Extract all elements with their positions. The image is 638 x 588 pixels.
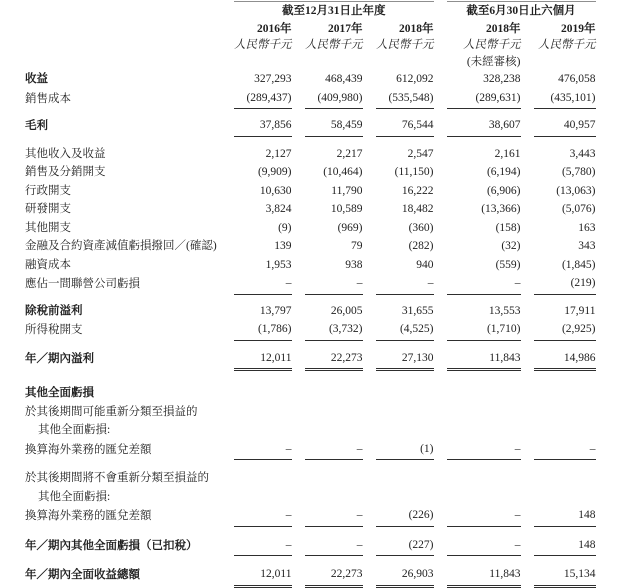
period-group-header-row	[25, 1, 596, 21]
cell	[534, 404, 596, 423]
unit-label: 人民幣千元	[376, 39, 434, 52]
row-label: 毛利	[25, 120, 48, 133]
cell: 148	[534, 507, 596, 527]
cell: (5,076)	[561, 203, 596, 216]
cell: 26,005	[330, 304, 363, 317]
cell: (1,845)	[561, 258, 596, 271]
cell: 22,273	[305, 566, 363, 586]
cell	[447, 422, 521, 441]
row-label: 換算海外業務的匯兌差額	[25, 443, 152, 456]
table-row	[25, 537, 596, 557]
table-row	[25, 117, 596, 137]
spacer-row	[25, 369, 596, 385]
year-header-row	[25, 21, 596, 39]
spacer	[25, 369, 596, 385]
cell: 58,459	[305, 117, 363, 137]
header-spacer	[25, 21, 221, 39]
spacer	[25, 137, 596, 146]
table-row	[25, 350, 596, 370]
cell: 148	[534, 537, 596, 557]
row-label: 年／期內溢利	[25, 352, 94, 365]
row-label: 其他全面虧損:	[38, 490, 111, 503]
table-row	[25, 220, 596, 239]
year-header-2017: 2017年	[328, 22, 363, 35]
table-row	[25, 183, 596, 202]
cell	[534, 489, 596, 508]
row-label: 其他全面虧損	[25, 387, 94, 400]
cell	[376, 470, 434, 489]
row-label: 收益	[25, 73, 48, 86]
cell: (360)	[408, 221, 434, 234]
cell: 18,482	[401, 203, 434, 216]
cell: –	[234, 537, 292, 557]
cell: 17,911	[564, 304, 596, 317]
row-label: 應佔一間聯營公司虧損	[25, 278, 140, 291]
cell: (2,925)	[534, 321, 596, 341]
cell: 139	[274, 240, 292, 253]
spacer	[25, 109, 596, 117]
spacer	[25, 527, 596, 537]
cell: –	[305, 275, 363, 295]
cell	[234, 470, 292, 489]
row-label: 於其後期間可能重新分類至損益的	[25, 405, 198, 418]
cell: –	[447, 537, 521, 557]
row-label: 於其後期間將不會重新分類至損益的	[25, 472, 209, 485]
cell	[305, 422, 363, 441]
cell	[376, 489, 434, 508]
spacer-row	[25, 527, 596, 537]
cell: 328,238	[483, 73, 521, 86]
cell	[305, 489, 363, 508]
cell: –	[305, 507, 363, 527]
row-label: 融資成本	[25, 258, 71, 271]
spacer-row	[25, 556, 596, 566]
row-label: 研發開支	[25, 203, 71, 216]
row-label: 銷售及分銷開支	[25, 166, 106, 179]
cell: (158)	[495, 221, 521, 234]
cell	[447, 470, 521, 489]
unit-label: 人民幣千元	[538, 39, 596, 52]
cell: 76,544	[376, 117, 434, 137]
cell: (282)	[408, 240, 434, 253]
cell: 12,011	[234, 350, 292, 370]
cell: (1,710)	[447, 321, 521, 341]
cell: (10,464)	[323, 166, 363, 179]
cell: 2,127	[265, 147, 292, 160]
cell: (969)	[337, 221, 363, 234]
row-label: 金融及合約資產減值虧損撥回／(確認)	[25, 240, 217, 253]
table-row	[25, 321, 596, 341]
cell: 26,903	[376, 566, 434, 586]
spacer-row	[25, 341, 596, 350]
row-label: 其他收入及收益	[25, 147, 106, 160]
row-label: 銷售成本	[25, 92, 71, 105]
unit-label: 人民幣千元	[234, 39, 292, 52]
income-statement-table	[12, 1, 609, 586]
cell: 27,130	[376, 350, 434, 370]
cell	[234, 489, 292, 508]
cell: 343	[578, 240, 596, 253]
cell: 11,843	[447, 566, 521, 586]
cell: (4,525)	[376, 321, 434, 341]
cell: 10,589	[330, 203, 363, 216]
row-label: 其他全面虧損:	[38, 424, 111, 437]
unit-label: 人民幣千元	[305, 39, 363, 52]
period-group-interim: 截至6月30日止六個月	[447, 1, 596, 21]
cell: (559)	[495, 258, 521, 271]
cell: 163	[578, 221, 596, 234]
row-label: 年／期內其他全面虧損（已扣稅）	[25, 539, 198, 552]
cell	[305, 385, 363, 404]
cell	[447, 489, 521, 508]
table-row	[25, 566, 596, 586]
cell	[234, 404, 292, 423]
cell: –	[376, 275, 434, 295]
row-label: 除稅前溢利	[25, 304, 83, 317]
spacer	[25, 295, 596, 303]
spacer-row	[25, 109, 596, 117]
cell: –	[234, 441, 292, 461]
cell: –	[534, 441, 596, 461]
cell: 938	[345, 258, 363, 271]
cell	[376, 385, 434, 404]
cell: 16,222	[401, 184, 434, 197]
cell	[534, 470, 596, 489]
unaudited-header-row	[25, 55, 596, 72]
year-header-2019: 2019年	[561, 22, 596, 35]
cell: 11,843	[447, 350, 521, 370]
cell: 13,553	[488, 304, 521, 317]
cell: 10,630	[259, 184, 292, 197]
table-row	[25, 404, 596, 423]
cell: 13,797	[259, 304, 292, 317]
spacer-row	[25, 137, 596, 146]
row-label: 換算海外業務的匯兌差額	[25, 510, 152, 523]
unaudited-label: (未經審核)	[466, 55, 521, 68]
period-group-annual: 截至12月31日止年度	[234, 1, 434, 21]
cell	[447, 385, 521, 404]
row-label: 年／期內全面收益總額	[25, 569, 140, 582]
cell: (9)	[278, 221, 292, 234]
table-row	[25, 422, 596, 441]
cell: (11,150)	[394, 166, 434, 179]
cell	[376, 404, 434, 423]
row-label: 其他開支	[25, 221, 71, 234]
cell: 940	[416, 258, 434, 271]
cell: –	[447, 275, 521, 295]
table-row	[25, 257, 596, 276]
spacer	[25, 460, 596, 470]
cell: (3,732)	[305, 321, 363, 341]
cell: 3,443	[569, 147, 596, 160]
header-spacer	[25, 55, 221, 72]
cell: (289,437)	[234, 90, 292, 110]
cell: 2,547	[407, 147, 434, 160]
table-row	[25, 146, 596, 165]
cell: 37,856	[234, 117, 292, 137]
table-row	[25, 470, 596, 489]
cell: (6,194)	[486, 166, 521, 179]
cell: 11,790	[331, 184, 363, 197]
cell	[305, 404, 363, 423]
table-row	[25, 275, 596, 295]
cell: 476,058	[558, 73, 596, 86]
cell: (226)	[376, 507, 434, 527]
row-label: 行政開支	[25, 184, 71, 197]
cell: 14,986	[534, 350, 596, 370]
cell: –	[447, 507, 521, 527]
table-row	[25, 71, 596, 90]
cell: (6,906)	[486, 184, 521, 197]
cell	[534, 422, 596, 441]
table-row	[25, 507, 596, 527]
table-row	[25, 164, 596, 183]
cell	[234, 422, 292, 441]
cell: 12,011	[234, 566, 292, 586]
cell: –	[234, 275, 292, 295]
cell: (227)	[376, 537, 434, 557]
table-row	[25, 489, 596, 508]
unit-header-row	[25, 38, 596, 55]
cell: –	[447, 441, 521, 461]
header-spacer	[25, 38, 221, 55]
cell: 15,134	[534, 566, 596, 586]
table-row	[25, 303, 596, 322]
cell: (219)	[534, 275, 596, 295]
cell: –	[234, 507, 292, 527]
cell: –	[305, 537, 363, 557]
year-header-2018-interim: 2018年	[486, 22, 521, 35]
cell: (1)	[376, 441, 434, 461]
year-header-2018: 2018年	[399, 22, 434, 35]
cell	[305, 470, 363, 489]
cell: (9,909)	[257, 166, 292, 179]
spacer-row	[25, 295, 596, 303]
cell: 1,953	[265, 258, 292, 271]
cell: (5,780)	[561, 166, 596, 179]
cell	[447, 404, 521, 423]
cell	[534, 385, 596, 404]
cell	[376, 422, 434, 441]
table-row	[25, 238, 596, 257]
cell: 22,273	[305, 350, 363, 370]
spacer	[25, 341, 596, 350]
cell: (409,980)	[305, 90, 363, 110]
spacer-row	[25, 460, 596, 470]
table-row	[25, 385, 596, 404]
cell: –	[305, 441, 363, 461]
table-row	[25, 441, 596, 461]
table-row	[25, 90, 596, 110]
cell: 31,655	[401, 304, 434, 317]
cell: 2,161	[494, 147, 521, 160]
cell: 38,607	[447, 117, 521, 137]
cell: 468,439	[325, 73, 363, 86]
header-spacer	[25, 1, 221, 21]
cell: (289,631)	[447, 90, 521, 110]
cell: 3,824	[265, 203, 292, 216]
cell: 612,092	[396, 73, 434, 86]
cell: 2,217	[336, 147, 363, 160]
cell: (1,786)	[234, 321, 292, 341]
cell: 40,957	[534, 117, 596, 137]
cell: 327,293	[254, 73, 292, 86]
unit-label: 人民幣千元	[463, 39, 521, 52]
cell: 79	[351, 240, 363, 253]
cell: (435,101)	[534, 90, 596, 110]
cell: (13,366)	[481, 203, 521, 216]
cell: (32)	[501, 240, 521, 253]
row-label: 所得稅開支	[25, 324, 83, 337]
cell: (13,063)	[556, 184, 596, 197]
year-header-2016: 2016年	[257, 22, 292, 35]
table-row	[25, 201, 596, 220]
cell	[234, 385, 292, 404]
cell: (535,548)	[376, 90, 434, 110]
spacer	[25, 556, 596, 566]
